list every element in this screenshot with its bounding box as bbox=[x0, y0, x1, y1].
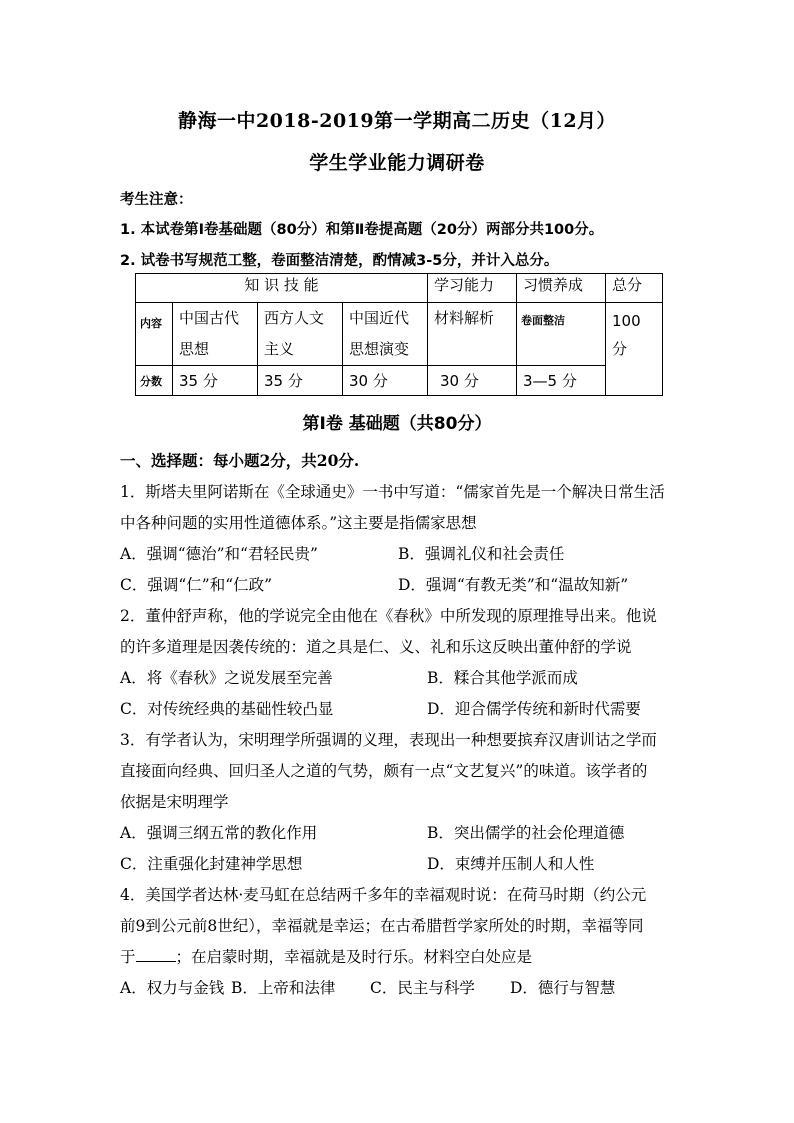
question-1-option-b: B．强调礼仪和社会责任 bbox=[398, 545, 565, 563]
content-neatness: 卷面整洁 bbox=[517, 303, 606, 366]
part-heading: 一、选择题：每小题2分，共20分. bbox=[120, 451, 360, 470]
exam-title: 静海一中2018-2019第一学期高二历史（12月） bbox=[177, 110, 617, 132]
question-3-line-3: 依据是宋明理学 bbox=[120, 793, 229, 811]
total-score-value: 100 bbox=[612, 312, 641, 330]
question-2-option-a: A．将《春秋》之说发展至完善 bbox=[120, 669, 333, 687]
question-2-line-2: 的许多道理是因袭传统的：道之具是仁、义、礼和乐这反映出董仲舒的学说 bbox=[120, 638, 632, 656]
question-1-option-d: D．强调“有教无类”和“温故知新” bbox=[398, 576, 629, 594]
question-4-option-a: A．权力与金钱 bbox=[120, 979, 225, 997]
question-2-line-1: 2．董仲舒声称，他的学说完全由他在《春秋》中所发现的原理推导出来。他说 bbox=[120, 607, 657, 625]
question-4-line-3-start: 于 bbox=[120, 948, 136, 966]
header-knowledge: 知 识 技 能 bbox=[136, 274, 428, 303]
notice-item-2: 2. 试卷书写规范工整，卷面整洁清楚，酌情减3-5分，并计入总分。 bbox=[120, 253, 559, 269]
header-ability: 学习能力 bbox=[428, 274, 517, 303]
total-score-cell bbox=[606, 303, 663, 396]
question-4-line-2: 前9到公元前8世纪），幸福就是幸运；在古希腊哲学家所处的时期，幸福等同 bbox=[120, 917, 644, 935]
content-material-analysis: 材料解析 bbox=[428, 303, 517, 366]
content-modern-thought: 中国近代思想演变 bbox=[343, 303, 428, 366]
content-western-humanism: 西方人文主义 bbox=[258, 303, 343, 366]
question-3-option-d: D．束缚并压制人和人性 bbox=[427, 855, 595, 873]
score-material-analysis: 30 分 bbox=[428, 366, 517, 396]
answer-blank bbox=[136, 949, 176, 962]
question-4-line-3 bbox=[120, 945, 532, 967]
question-3-option-b: B．突出儒学的社会伦理道德 bbox=[427, 824, 625, 842]
question-3-line-2: 直接面向经典、回归圣人之道的气势，颇有一点“文艺复兴”的味道。该学者的 bbox=[120, 762, 648, 780]
row-label-score: 分数 bbox=[136, 366, 173, 396]
score-neatness: 3—5 分 bbox=[517, 366, 606, 396]
total-score-unit: 分 bbox=[612, 340, 628, 358]
question-3-line-1: 3．有学者认为，宋明理学所强调的义理，表现出一种想要摈弃汉唐训诂之学而 bbox=[120, 731, 657, 749]
question-3-option-a: A．强调三纲五常的教化作用 bbox=[120, 824, 318, 842]
question-2-option-b: B．糅合其他学派而成 bbox=[427, 669, 578, 687]
question-4-option-d: D．德行与智慧 bbox=[510, 979, 616, 997]
row-label-content: 内容 bbox=[136, 303, 173, 366]
question-3-option-c: C．注重强化封建神学思想 bbox=[120, 855, 303, 873]
question-4-option-c: C．民主与科学 bbox=[370, 979, 475, 997]
notice-heading: 考生注意： bbox=[120, 192, 193, 208]
question-1-line-2: 中各种问题的实用性道德体系。”这主要是指儒家思想 bbox=[120, 514, 477, 532]
question-2-option-c: C．对传统经典的基础性较凸显 bbox=[120, 700, 334, 718]
question-1-option-a: A．强调“德治”和“君轻民贵” bbox=[120, 545, 318, 563]
header-habit: 习惯养成 bbox=[517, 274, 606, 303]
header-total: 总分 bbox=[606, 274, 663, 303]
question-4-line-1: 4．美国学者达林·麦马虹在总结两千多年的幸福观时说：在荷马时期（约公元 bbox=[120, 886, 647, 904]
question-2-option-d: D．迎合儒学传统和新时代需要 bbox=[427, 700, 641, 718]
question-1-line-1: 1．斯塔夫里阿诺斯在《全球通史》一书中写道：“儒家首先是一个解决日常生活 bbox=[120, 483, 665, 501]
question-1-option-c: C．强调“仁”和“仁政” bbox=[120, 576, 273, 594]
score-ancient-thought: 35 分 bbox=[173, 366, 258, 396]
question-4-line-3-end: ；在启蒙时期，幸福就是及时行乐。材料空白处应是 bbox=[175, 948, 533, 966]
score-modern-thought: 30 分 bbox=[343, 366, 428, 396]
exam-subtitle: 学生学业能力调研卷 bbox=[309, 152, 485, 174]
score-table bbox=[135, 273, 663, 396]
question-4-option-b: B．上帝和法律 bbox=[231, 979, 336, 997]
score-western-humanism: 35 分 bbox=[258, 366, 343, 396]
section-title: 第Ⅰ卷 基础题（共80分） bbox=[302, 414, 492, 434]
notice-item-1: 1. 本试卷第Ⅰ卷基础题（80分）和第Ⅱ卷提高题（20分）两部分共100分。 bbox=[120, 222, 604, 238]
content-ancient-thought: 中国古代思想 bbox=[173, 303, 258, 366]
